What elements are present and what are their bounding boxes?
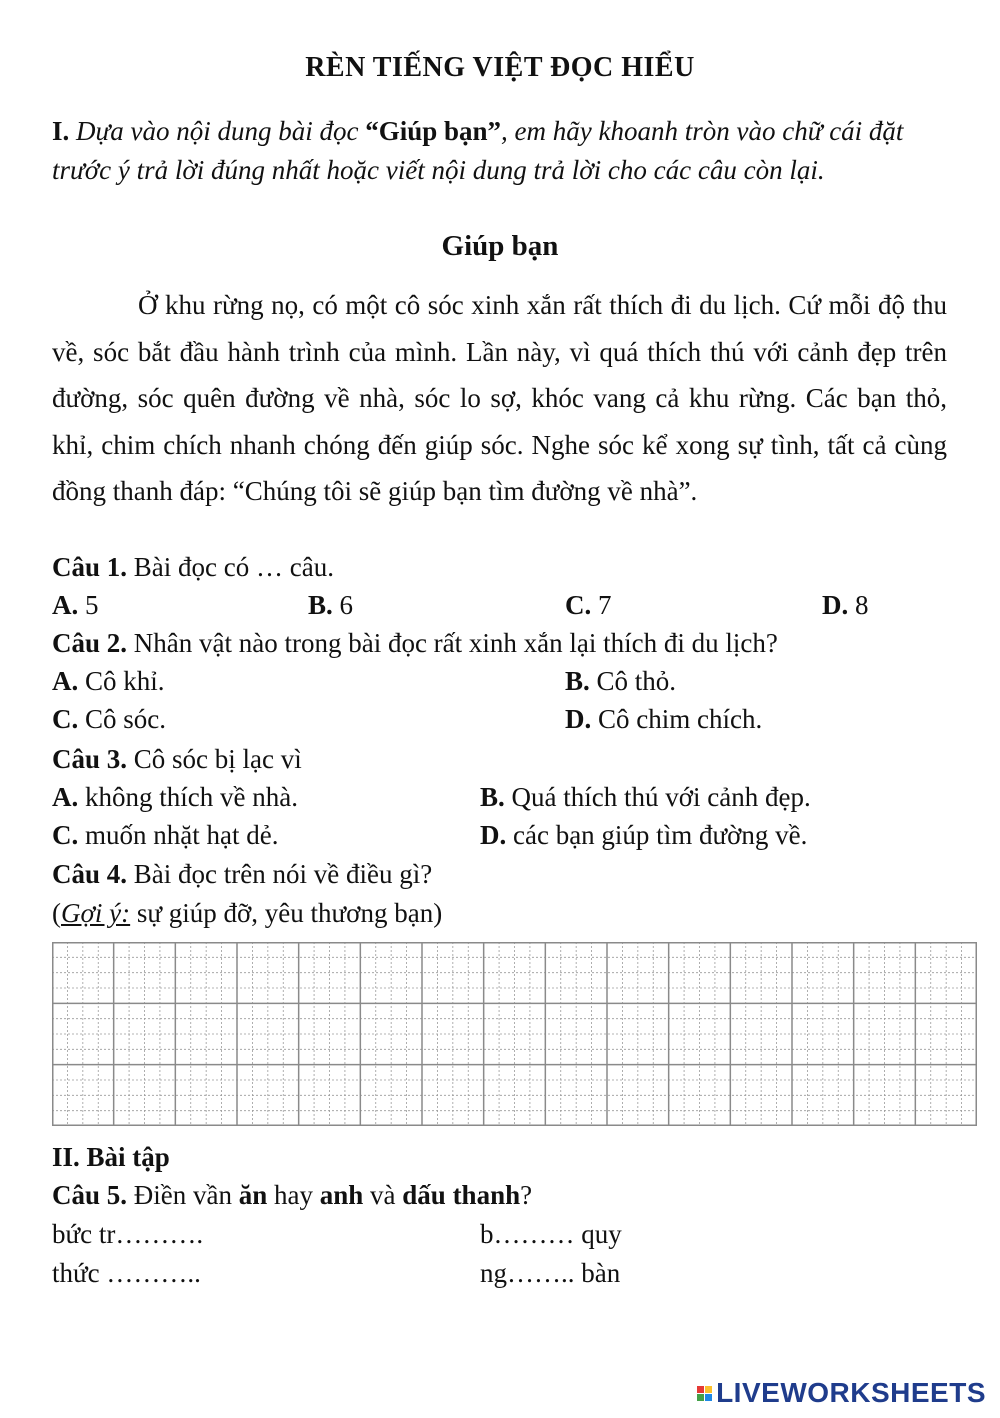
q1-option-c-key: C. [565,590,592,620]
q5-text-4: ? [520,1180,533,1210]
q5-word-anh: anh [319,1180,364,1210]
q1-option-d[interactable] [822,590,869,621]
q1-option-a[interactable] [52,590,99,621]
question-2-label: Câu 2. [52,628,128,658]
q2-option-c-text: Cô sóc. [78,704,166,734]
q5-word-an: ăn [238,1180,268,1210]
q1-option-d-key: D. [822,590,849,620]
section2-title: II. Bài tập [52,1142,170,1172]
section1-numeral: I. [52,116,70,146]
hint-open-paren: ( [52,898,61,928]
question-5-label: Câu 5. [52,1180,128,1210]
q5-blank-3[interactable]: thức ……….. [52,1258,201,1288]
liveworksheets-logo [697,1378,986,1408]
question-3-text: Cô sóc bị lạc vì [127,744,302,774]
question-1-text: Bài đọc có … câu. [127,552,334,582]
q1-option-b-key: B. [308,590,333,620]
q5-text-3: và [363,1180,403,1210]
q2-option-b-text: Cô thỏ. [589,666,677,696]
question-1-label: Câu 1. [52,552,128,582]
answer-writing-grid[interactable] [52,942,977,1126]
question-3-label: Câu 3. [52,744,128,774]
q3-option-c[interactable] [52,820,278,851]
q2-option-c[interactable] [52,704,166,735]
q3-option-c-key: C. [52,820,79,850]
q2-option-a[interactable] [52,666,165,697]
q5-blank-4[interactable]: ng…….. bàn [480,1258,621,1288]
q2-option-d-key: D. [565,704,592,734]
logo-text: LIVEWORKSHEETS [716,1377,986,1408]
q2-option-b[interactable] [565,666,676,697]
question-2-text: Nhân vật nào trong bài đọc rất xinh xắn lại thích đi du lịch? [127,628,778,658]
question-3 [52,744,302,775]
question-1 [52,552,334,583]
logo-mark-icon [697,1386,712,1401]
q1-option-a-key: A. [52,590,79,620]
q3-option-d[interactable] [480,820,807,851]
q3-option-b-text: Quá thích thú với cảnh đẹp. [504,782,811,812]
page-title: RÈN TIẾNG VIỆT ĐỌC HIỂU [305,52,695,83]
story-reference: “Giúp bạn” [365,116,502,146]
q5-blank-1[interactable]: bức tr………. [52,1219,204,1249]
q2-option-d[interactable] [565,704,762,735]
hint-text: sự giúp đỡ, yêu thương bạn) [130,898,443,928]
q3-option-d-key: D. [480,820,507,850]
section1-instructions [52,112,952,190]
story-body: Ở khu rừng nọ, có một cô sóc xinh xắn rất thích đi du lịch. Cứ mỗi độ thu về, sóc bắt đầu hành trình của mình. Lần này, vì quá thích thú với cảnh đẹp trên đường, sóc quên đường về nhà, sóc lo sợ, khóc vang cả khu rừng. Các bạn thỏ, khỉ, chim chích nhanh chóng đến giúp sóc. Nghe sóc kể xong sự tình, tất cả cùng đồng thanh đáp: “Chúng tôi sẽ giúp bạn tìm đường về nhà”. [52,290,947,506]
q1-option-c[interactable] [565,590,612,621]
q2-option-c-key: C. [52,704,79,734]
q2-option-a-key: A. [52,666,79,696]
q5-text-1: Điền vần [127,1180,239,1210]
q1-option-b-text: 6 [332,590,354,620]
hint-label: Gợi ý: [61,898,131,928]
q3-option-b[interactable] [480,782,811,813]
logo-square-blue [705,1394,712,1401]
q3-option-a-text: không thích về nhà. [78,782,298,812]
q2-option-a-text: Cô khỉ. [78,666,165,696]
q2-option-b-key: B. [565,666,590,696]
q3-option-a-key: A. [52,782,79,812]
q3-option-b-key: B. [480,782,505,812]
q3-option-a[interactable] [52,782,298,813]
question-5 [52,1180,532,1211]
q5-word-dau-thanh: dấu thanh [402,1180,521,1210]
instr-text-a: Dựa vào nội dung bài đọc [69,116,366,146]
question-4-text: Bài đọc trên nói về điều gì? [127,859,433,889]
logo-square-green [697,1394,704,1401]
story-title: Giúp bạn [441,230,559,262]
q1-option-c-text: 7 [591,590,612,620]
logo-square-yellow [705,1386,712,1393]
q2-option-d-text: Cô chim chích. [591,704,763,734]
q1-option-d-text: 8 [848,590,869,620]
instr-text-b: , em hãy khoanh tròn vào chữ cái đặt trước ý trả lời đúng nhất hoặc viết nội dung trả lời cho các câu còn lại. [52,116,904,185]
question-2 [52,628,778,659]
q3-option-c-text: muốn nhặt hạt dẻ. [78,820,279,850]
q3-option-d-text: các bạn giúp tìm đường về. [506,820,808,850]
question-4-label: Câu 4. [52,859,128,889]
q1-option-a-text: 5 [78,590,99,620]
q5-blank-2[interactable]: b……… quy [480,1219,622,1249]
question-4 [52,859,432,890]
question-4-hint [52,898,442,929]
q1-option-b[interactable] [308,590,353,621]
q5-text-2: hay [267,1180,320,1210]
logo-square-red [697,1386,704,1393]
